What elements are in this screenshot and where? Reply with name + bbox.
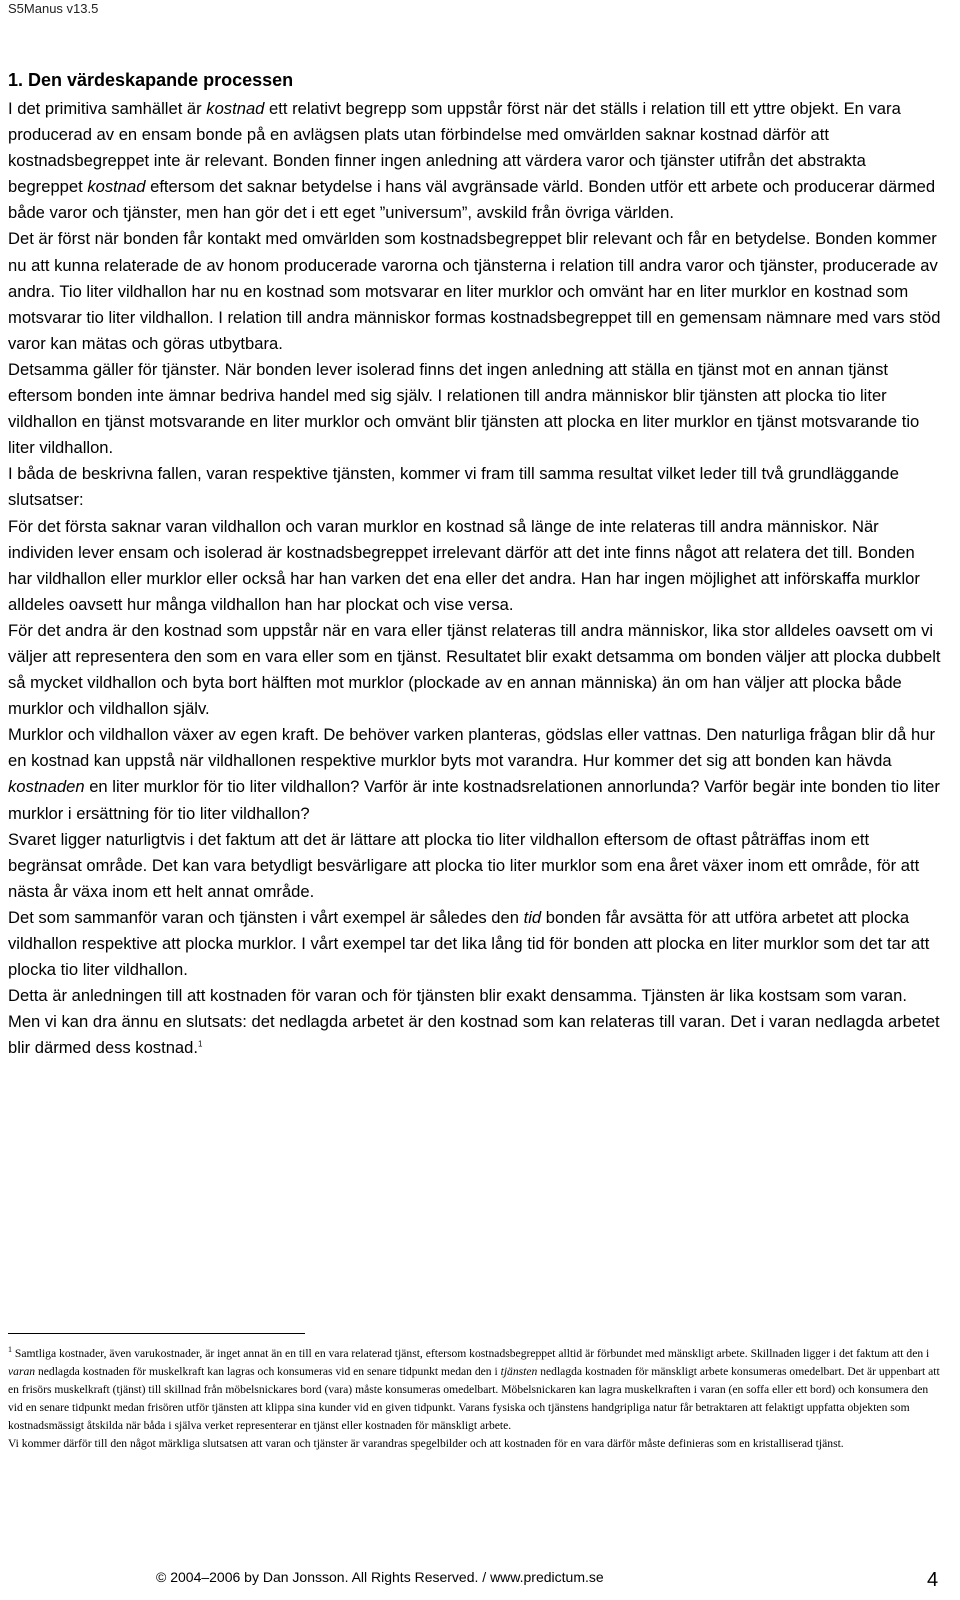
paragraph — [8, 96, 943, 226]
footnote-paragraph — [8, 1345, 943, 1435]
paragraph: Det är först när bonden får kontakt med omvärlden som kostnadsbegreppet blir relevant och får en betydelse. Bonden kommer nu att kunna relaterade de av honom producerade varorna och tjänsterna i relation till andra varor och tjänster, producerade av andra. Tio liter vildhallon har nu en kostnad som motsvarar en liter murklor och omvänt har en liter murklor en kostnad som motsvarar tio liter vildhallon. I relation till andra människor formas kostnadsbegreppet till en gemensam nämnare med vars stöd varor kan mätas och göras utbytbara. — [8, 229, 941, 353]
emphasis-text: kostnad — [206, 99, 265, 118]
paragraph-text: Murklor och vildhallon växer av egen kraft. De behöver varken planteras, gödslas eller vattnas. Den naturliga frågan blir då hur en kostnad kan uppstå när vildhallonen respektive murklor byts mot varandra. Hur kommer det sig att bonden kan hävda — [8, 725, 935, 771]
paragraph-text: I det primitiva samhället är — [8, 99, 207, 118]
body-text — [8, 96, 943, 1061]
footnote-reference[interactable]: 1 — [198, 1039, 203, 1049]
emphasis-text: tid — [523, 907, 542, 927]
footnote-divider — [8, 1333, 305, 1334]
emphasis-text: varan — [8, 1365, 36, 1378]
footnote-paragraph: Vi kommer därför till den något märkliga slutsatsen att varan och tjänster är varandras spegelbilder och att kostnaden för en vara därför måste definieras som en kristalliserad tjänst. — [8, 1437, 844, 1450]
paragraph-text: ett relativt begrepp som uppstår först när det ställs i relation till ett yttre objekt. En vara producerad av en ensam bonde på en avlägsen plats utan förbindelse med omvärlden saknar kostnad därför att kostnadsbegreppet inte är relevant. Bonden finner ingen anledning att värdera varor och tjänster utifrån det abstrakta begreppet — [8, 99, 901, 197]
emphasis-text: kostnad — [87, 177, 146, 197]
footnote-text: nedlagda kostnaden för muskelkraft kan lagras och konsumeras vid en senare tidpunkt medan den i — [35, 1365, 501, 1378]
footnote — [8, 1345, 943, 1453]
paragraph-text: eftersom det saknar betydelse i hans väl avgränsade värld. Bonden utför ett arbete och producerar därmed både varor och tjänster, men han gör det i ett eget ”universum”, avskild från övriga världen. — [8, 177, 936, 223]
emphasis-text: tjänsten — [500, 1365, 538, 1378]
paragraph-text: Men vi kan dra ännu en slutsats: det nedlagda arbetet är den kostnad som kan relateras till varan. Det i varan nedlagda arbetet blir därmed dess kostnad. — [8, 1012, 940, 1058]
emphasis-text: kostnaden — [8, 777, 85, 797]
paragraph — [8, 722, 943, 826]
paragraph: För det andra är den kostnad som uppstår när en vara eller tjänst relateras till andra människor, lika stor alldeles oavsett om vi väljer att representera den som en vara eller som en tjänst. Resultatet blir exakt detsamma om bonden väljer att plocka dubbelt så mycket vildhallon och byta bort hälften mot murklor (plockade av en annan människa) än om han väljer att plocka både murklor och vildhallon själv. — [8, 620, 941, 719]
paragraph — [8, 905, 943, 983]
paragraph: I båda de beskrivna fallen, varan respektive tjänsten, kommer vi fram till samma resultat vilket leder till två grundläggande slutsatser: — [8, 464, 899, 510]
paragraph: Svaret ligger naturligtvis i det faktum att det är lättare att plocka tio liter vildhallon eftersom de oftast påträffas inom ett begränsat område. Det kan vara betydligt besvärligare att plocka tio liter murklor som ena året växer inom ett område, för att nästa år växa inom ett helt annat område. — [8, 829, 920, 901]
document-header-label: S5Manus v13.5 — [8, 1, 99, 16]
paragraph: Detsamma gäller för tjänster. När bonden lever isolerad finns det ingen anledning att ställa en tjänst mot en annan tjänst eftersom bonden inte ämnar bedriva handel med sig själv. I relationen till andra människor blir tjänsten att plocka tio liter vildhallon en tjänst motsvarande en liter murklor och omvänt blir tjänsten att plocka en liter murklor en tjänst motsvarande tio liter vildhallon. — [8, 359, 920, 458]
page-number: 4 — [927, 1569, 939, 1591]
copyright-notice: © 2004–2006 by Dan Jonsson. All Rights Reserved. / www.predictum.se — [156, 1569, 604, 1585]
footnote-text: Samtliga kostnader, även varukostnader, är inget annat än en till en vara relaterad tjänst, eftersom kostnadsbegreppet alltid är förbundet med mänskligt arbete. Skillnaden ligger i det faktum att den i — [14, 1347, 930, 1360]
footnote-text: nedlagda kostnaden för mänskligt arbete konsumeras omedelbart. Det är uppenbart att en frisörs muskelkraft (tjänst) till skillnad från möbelsnickares bord (vara) måste konsumeras omedelbart. Möbelsnickaren kan lagra muskelkraften i varan (en soffa eller ett bord) och konsumera den vid en senare tidpunkt medan frisören utför tjänsten att klippa sina kunder vid en given tidpunkt. Varans fysiska och tjänstens handgripliga natur får betraktaren att felaktigt uppfatta objekten som kostnadsmässigt åtskilda när båda i själva verket representerar en tjänst eller kostnaden för mänskligt arbete. — [8, 1365, 940, 1432]
paragraph: Detta är anledningen till att kostnaden för varan och för tjänsten blir exakt densamma. Tjänsten är lika kostsam som varan. — [8, 986, 907, 1006]
paragraph-text: en liter murklor för tio liter vildhallon? Varför är inte kostnadsrelationen annorlunda? Varför begär inte bonden tio liter murklor i ersättning för tio liter vildhallon? — [8, 777, 940, 823]
paragraph: För det första saknar varan vildhallon och varan murklor en kostnad så länge de inte relateras till andra människor. När individen lever ensam och isolerad är kostnadsbegreppet irrelevant därför att det inte finns något att relatera det till. Bonden har vildhallon eller murklor eller också har han varken det ena eller det andra. Han har ingen möjlighet att införskaffa murklor alldeles oavsett hur många vildhallon han har plockat och vise versa. — [8, 516, 920, 614]
paragraph-text: bonden får avsätta för att utföra arbetet att plocka vildhallon respektive att plocka murklor. I vårt exempel tar det lika lång tid för bonden att plocka en liter murklor som det tar att plocka tio liter vildhallon. — [8, 907, 930, 980]
footnote-marker: 1 — [8, 1345, 12, 1355]
section-title: 1. Den värdeskapande processen — [8, 70, 294, 90]
paragraph — [8, 1009, 943, 1061]
paragraph-text: Det som sammanför varan och tjänsten i vårt exempel är således den — [8, 907, 524, 927]
